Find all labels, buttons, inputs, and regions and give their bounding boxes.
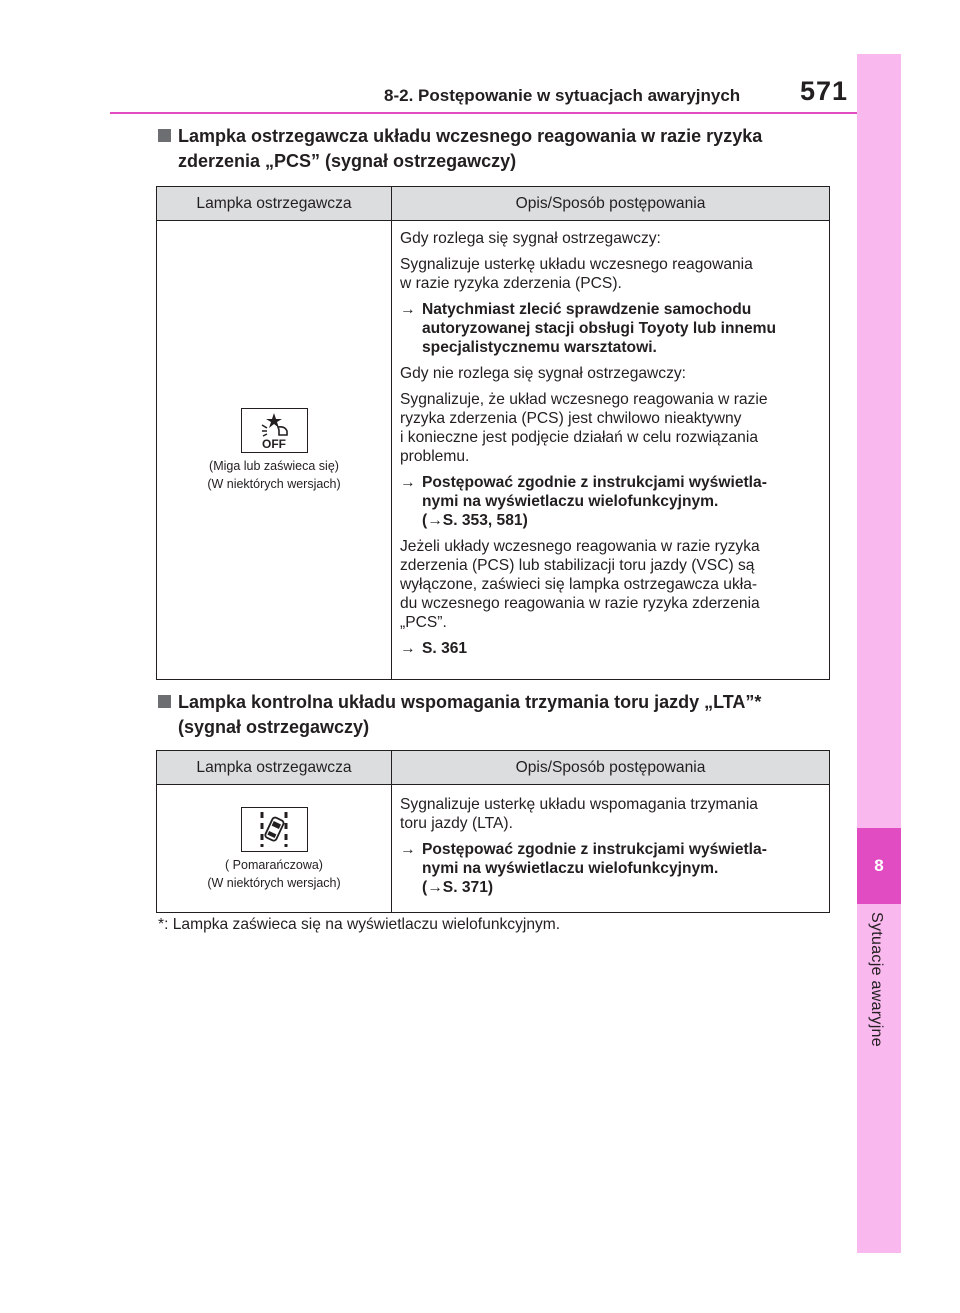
pcs-off-icon (241, 408, 308, 453)
heading-line: zderzenia „PCS” (sygnał ostrzegawczy) (178, 151, 517, 171)
header-divider (110, 112, 857, 114)
text-line: i konieczne jest podjęcie działań w celu rozwiązania (400, 429, 758, 446)
warning-light-cell (157, 221, 392, 680)
text-line: w razie ryzyka zderzenia (PCS). (400, 275, 622, 292)
text-line: du wczesnego reagowania w razie ryzyka zderzenia (400, 595, 760, 612)
action-item (400, 840, 823, 897)
text-line: toru jazdy (LTA). (400, 815, 513, 832)
text-line: specjalistycznemu warsztatowi. (422, 339, 657, 356)
icon-caption: (Miga lub zaświeca się) (209, 459, 339, 473)
icon-caption: ( Pomarańczowa) (225, 857, 323, 872)
page-reference: S. 371) (442, 879, 494, 896)
footnote: *: Lampka zaświeca się na wyświetlaczu wielofunkcyjnym. (158, 916, 561, 933)
paragraph (400, 390, 823, 466)
page-number: 571 (800, 76, 849, 106)
heading-line: Lampka ostrzegawcza układu wczesnego reagowania w razie ryzyka (178, 126, 763, 146)
column-header: Lampka ostrzegawcza (157, 751, 392, 784)
lta-warning-table (156, 750, 830, 913)
text-line: Postępować zgodnie z instrukcjami wyświetla- (422, 474, 767, 491)
column-header: Opis/Sposób postępowania (515, 758, 706, 776)
page-reference: S. 361 (422, 640, 468, 657)
description-cell (392, 221, 829, 680)
text-line: ( (422, 512, 428, 529)
page-reference: S. 353, 581) (442, 512, 528, 529)
arrow-icon: → (427, 512, 443, 529)
table-header (157, 751, 829, 785)
arrow-icon: → (400, 301, 416, 318)
column-header: Lampka ostrzegawcza (157, 187, 392, 220)
text-line: nymi na wyświetlaczu wielofunkcyjnym. (422, 493, 719, 510)
heading-line: Lampka kontrolna układu wspomagania trzymania toru jazdy „LTA”* (178, 692, 762, 712)
text-line: wyłączone, zaświeci się lampka ostrzegawcza ukła- (400, 576, 758, 593)
text-line: problemu. (400, 448, 470, 465)
paragraph (400, 537, 823, 632)
icon-caption: (W niektórych wersjach) (207, 477, 341, 491)
text-line: Gdy nie rozlega się sygnał ostrzegawczy: (400, 365, 687, 382)
icon-caption: (W niektórych wersjach) (207, 875, 341, 890)
text-line: Sygnalizuje usterkę układu wczesnego reagowania (400, 256, 753, 273)
text-line: Sygnalizuje usterkę układu wspomagania trzymania (400, 796, 758, 813)
pcs-warning-table (156, 186, 830, 680)
square-bullet-icon (158, 129, 171, 142)
table-header (157, 187, 829, 221)
arrow-icon: → (400, 841, 416, 858)
paragraph (400, 795, 823, 833)
warning-light-cell (157, 785, 392, 913)
chapter-title: Sytuacje awaryjne (868, 912, 885, 1047)
table-row (157, 221, 829, 680)
square-bullet-icon (158, 695, 171, 708)
text-line: zderzenia (PCS) lub stabilizacji toru jazdy (VSC) są (400, 557, 755, 574)
section-heading-pcs (158, 124, 762, 174)
text-line: autoryzowanej stacji obsługi Toyoty lub innemu (422, 320, 777, 337)
arrow-icon: → (427, 879, 443, 896)
paragraph (400, 255, 823, 293)
action-item (400, 473, 823, 530)
chapter-number: 8 (874, 856, 884, 875)
table-row (157, 785, 829, 913)
text-line: Jeżeli układy wczesnego reagowania w razie ryzyka (400, 538, 760, 555)
lta-lane-icon (241, 807, 308, 852)
text-line: Postępować zgodnie z instrukcjami wyświetla- (422, 841, 767, 858)
text-line: Natychmiast zlecić sprawdzenie samochodu (422, 301, 752, 318)
text-line: ryzyka zderzenia (PCS) jest chwilowo nieaktywny (400, 410, 742, 427)
column-header: Opis/Sposób postępowania (515, 194, 706, 212)
arrow-icon: → (400, 640, 416, 657)
text-line: ( (422, 879, 428, 896)
heading-line: (sygnał ostrzegawczy) (178, 717, 370, 737)
chapter-number-box (857, 828, 901, 904)
text-line: nymi na wyświetlaczu wielofunkcyjnym. (422, 860, 719, 877)
action-item (400, 300, 823, 357)
text-line: „PCS”. (400, 614, 447, 631)
action-item (400, 639, 823, 658)
arrow-icon: → (400, 474, 416, 491)
text-line: Gdy rozlega się sygnał ostrzegawczy: (400, 230, 661, 247)
text-line: Sygnalizuje, że układ wczesnego reagowania w razie (400, 391, 768, 408)
icon-off-text: OFF (262, 436, 286, 451)
description-cell (392, 785, 829, 913)
side-tab (857, 54, 901, 1253)
section-label: 8-2. Postępowanie w sytuacjach awaryjnych (384, 86, 741, 105)
section-heading-lta (158, 690, 761, 740)
